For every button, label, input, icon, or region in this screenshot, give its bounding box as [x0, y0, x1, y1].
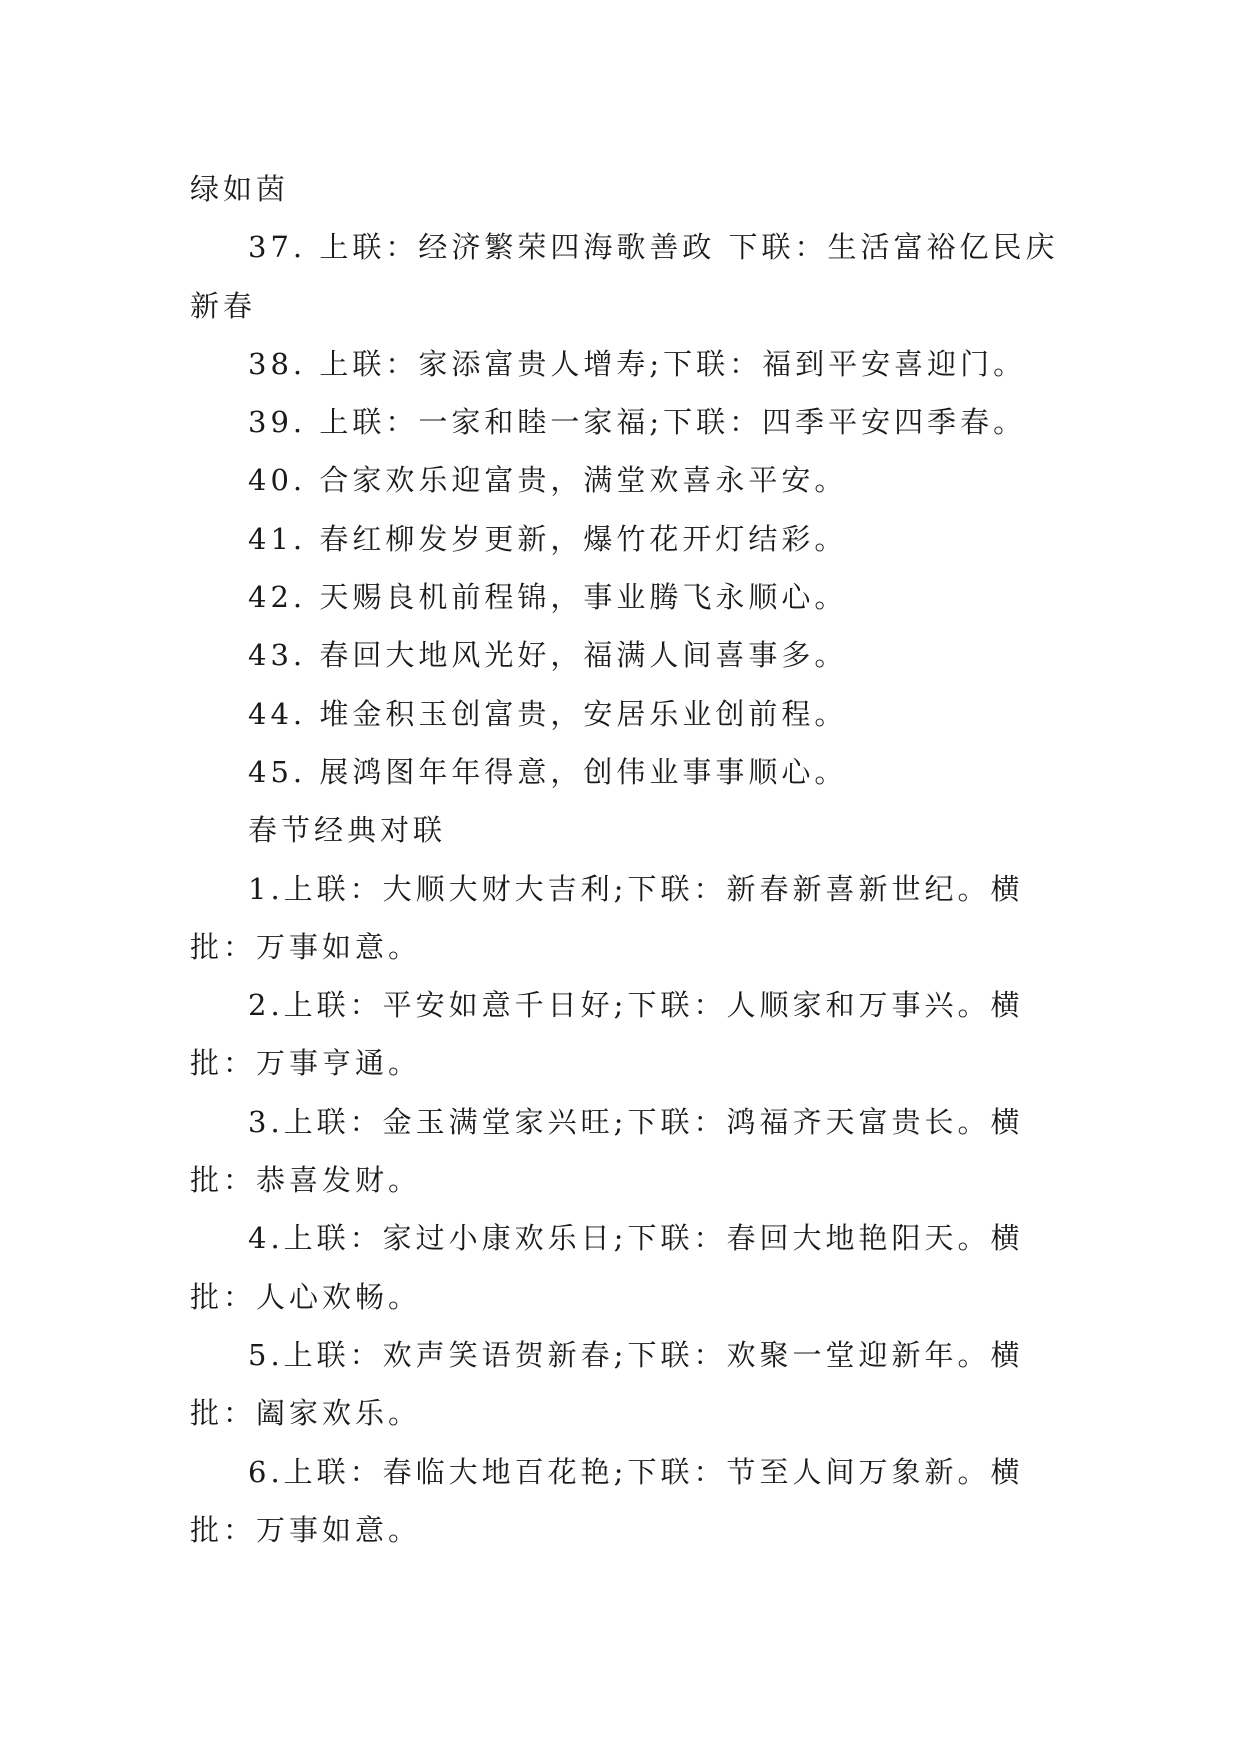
couplet-item-39: 39. 上联：一家和睦一家福;下联：四季平安四季春。: [248, 405, 1027, 440]
classic-couplet-2: 2.上联：平安如意千日好;下联：人顺家和万事兴。横批：万事亨通。: [190, 988, 1024, 1081]
couplet-item-41: 41. 春红柳发岁更新，爆竹花开灯结彩。: [248, 521, 848, 556]
couplet-item-38: 38. 上联：家添富贵人增寿;下联：福到平安喜迎门。: [248, 346, 1027, 381]
classic-couplet-4: 4.上联：家过小康欢乐日;下联：春回大地艳阳天。横批：人心欢畅。: [190, 1221, 1024, 1314]
section-heading: 春节经典对联: [248, 813, 447, 848]
couplet-item-45: 45. 展鸿图年年得意，创伟业事事顺心。: [248, 754, 848, 789]
couplet-item-44: 44. 堆金积玉创富贵，安居乐业创前程。: [248, 696, 848, 731]
couplet-item-43: 43. 春回大地风光好，福满人间喜事多。: [248, 638, 848, 673]
classic-couplet-3: 3.上联：金玉满堂家兴旺;下联：鸿福齐天富贵长。横批：恭喜发财。: [190, 1104, 1024, 1198]
couplet-item-37: 37. 上联：经济繁荣四海歌善政 下联：生活富裕亿民庆新春: [190, 230, 1059, 323]
couplet-item-40: 40. 合家欢乐迎富贵，满堂欢喜永平安。: [248, 463, 848, 498]
classic-couplet-5: 5.上联：欢声笑语贺新春;下联：欢聚一堂迎新年。横批：阖家欢乐。: [190, 1337, 1024, 1431]
classic-couplet-1: 1.上联：大顺大财大吉利;下联：新春新喜新世纪。横批：万事如意。: [190, 871, 1024, 964]
document-body: [190, 160, 1060, 1559]
classic-couplet-6: 6.上联：春临大地百花艳;下联：节至人间万象新。横批：万事如意。: [190, 1454, 1024, 1547]
couplet-item-42: 42. 天赐良机前程锦，事业腾飞永顺心。: [248, 580, 848, 615]
paragraph-continuation: 绿如茵: [190, 172, 290, 206]
